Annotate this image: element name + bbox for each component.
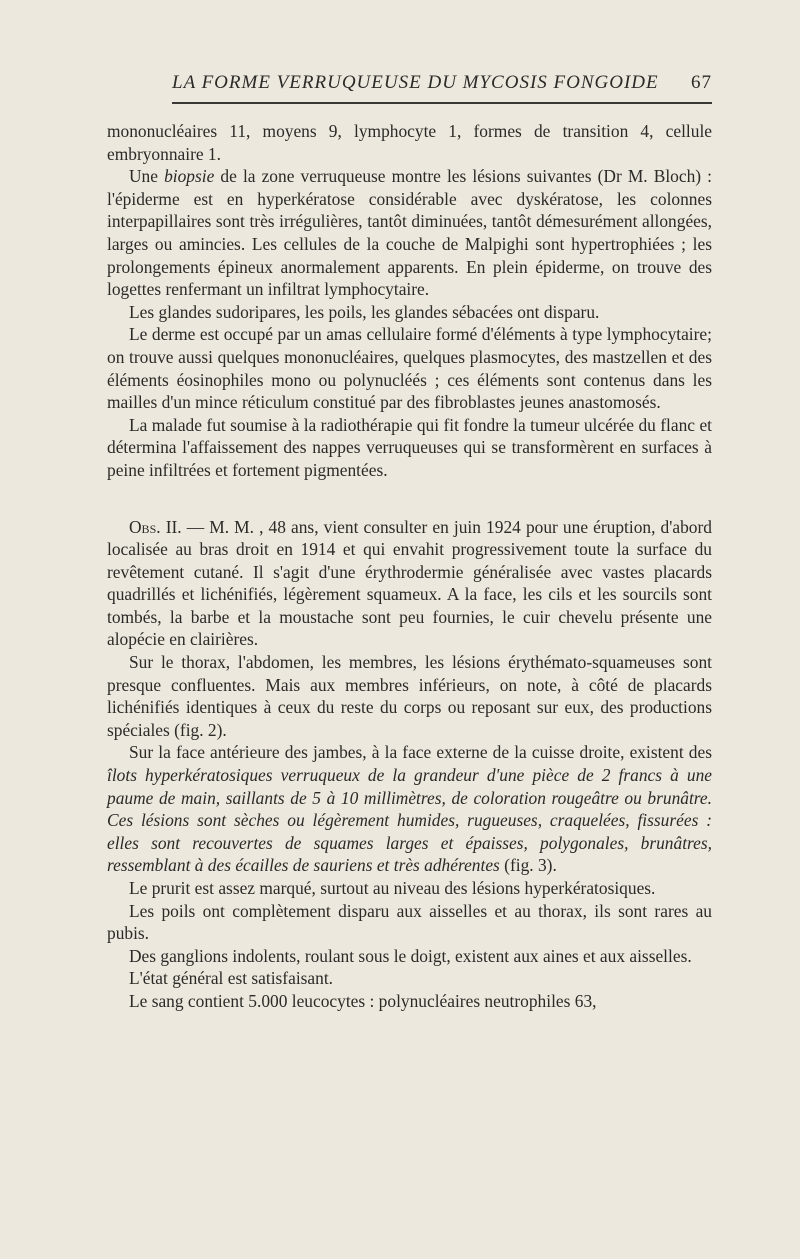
paragraph: Les glandes sudoripares, les poils, les glandes sébacées ont disparu. <box>129 301 600 322</box>
paragraph: Des ganglions indolents, roulant sous le doigt, existent aux aines et aux aisselles. <box>129 945 692 966</box>
paragraph: Le derme est occupé par un amas cellulaire formé d'éléments à type lymphocytaire; on trouve aussi quelques mononucléaires, quelques plasmocytes, des mastzellen et des éléments éosinophiles mono ou polynucléés ; ces éléments sont contenus dans les mailles d'un mince réticulum constitué par des fibroblastes jeunes anastomosés. <box>107 324 712 413</box>
running-title: LA FORME VERRUQUEUSE DU MYCOSIS FONGOIDE <box>172 72 659 93</box>
page-header <box>172 68 712 98</box>
section-gap <box>107 482 712 516</box>
header-rule <box>172 102 712 104</box>
page-body <box>107 120 712 1013</box>
page-number: 67 <box>691 72 712 93</box>
observation-label: Obs. II. <box>129 516 182 537</box>
paragraph: La malade fut soumise à la radiothérapie qui fit fondre la tumeur ulcérée du flanc et détermina l'affaissement des nappes verruqueuses qui se transformèrent en surfaces à peine infiltrées et fortement pigmentées. <box>107 414 712 480</box>
emphasis: biopsie <box>164 166 215 187</box>
paragraph: Les poils ont complètement disparu aux aisselles et au thorax, ils sont rares au pubis. <box>107 900 712 944</box>
paragraph: mononucléaires 11, moyens 9, lymphocyte 1, formes de transition 4, cellule embryonnaire 1. <box>107 121 712 164</box>
paragraph: Sur le thorax, l'abdomen, les membres, les lésions érythémato-squameuses sont presque confluentes. Mais aux membres inférieurs, on note, à côté de placards lichénifiés identiques à ceux du reste du corps ou reposant sur eux, des productions spéciales (fig. 2). <box>107 652 712 740</box>
paragraph: Sur la face antérieure des jambes, à la face externe de la cuisse droite, existent des îlots hyperkératosiques verruqueux de la grandeur d'une pièce de 2 francs à une paume de main, saillants de 5 à 10 millimètres, de coloration rougeâtre ou brunâtre. Ces lésions sont sèches ou légèrement humides, rugueuses, craquelées, fissurées : elles sont recouvertes de squames larges et épaisses, polygonales, brunâtres, ressemblant à des écailles de sauriens et très adhérentes (fig. 3). <box>107 742 712 876</box>
paragraph: Le sang contient 5.000 leucocytes : polynucléaires neutrophiles 63, <box>129 990 597 1011</box>
emphasis: îlots hyperkératosiques verruqueux de la grandeur d'une pièce de 2 francs à une paume de main, saillants de 5 à 10 millimètres, de coloration rougeâtre ou brunâtre. Ces lésions sont sèches ou légèrement humides, rugueuses, craquelées, fissurées : elles sont recouvertes de squames larges et épaisses, polygonales, brunâtres, ressemblant à des écailles de sauriens et très adhérentes <box>107 765 712 876</box>
paragraph: Obs. II. — M. M. , 48 ans, vient consulter en juin 1924 pour une éruption, d'abord localisée au bras droit en 1914 et qui envahit progressivement toute la surface du revêtement cutané. Il s'agit d'une érythrodermie généralisée avec vastes placards quadrillés et lichénifiés, légèrement squameux. A la face, les cils et les sourcils sont tombés, la barbe et la moustache sont peu fournies, le cuir chevelu présente une alopécie en clairières. <box>107 516 712 650</box>
paragraph: Le prurit est assez marqué, surtout au niveau des lésions hyperkératosiques. <box>129 878 656 898</box>
paragraph: L'état général est satisfaisant. <box>129 968 334 989</box>
paragraph: Une biopsie de la zone verruqueuse montre les lésions suivantes (Dr M. Bloch) : l'épiderme est en hyperkératose considérable avec dyskératose, les colonnes interpapillaires sont très irrégulières, tantôt diminuées, tantôt démesurément allongées, larges ou amincies. Les cellules de la couche de Malpighi sont hypertrophiées ; les prolongements épineux anormalement apparents. En plein épiderme, on trouve des logettes renfermant un infiltrat lymphocytaire. <box>107 166 712 300</box>
